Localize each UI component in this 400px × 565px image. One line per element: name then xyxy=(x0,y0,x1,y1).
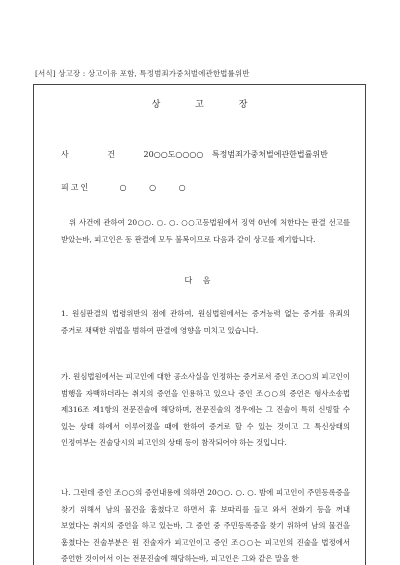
body-paragraph: 1. 원심판결의 법령위반의 점에 관하여, 원심법원에서는 증거능력 없는 증거를 유죄의 증거로 채택한 위법을 범하여 판결에 영향을 미치고 있습니다. xyxy=(61,309,350,335)
defendant-name: ○ ○ ○ xyxy=(119,183,196,192)
defendant-label: 피고인 xyxy=(61,183,91,192)
form-header-label: [서식] 상고장 : 상고이유 포함, 특정범죄가중처벌에관한법률위반 xyxy=(35,69,250,78)
case-row xyxy=(61,149,328,160)
case-label: 사 건 xyxy=(61,150,133,159)
case-number: 20○○도○○○○ xyxy=(143,150,204,159)
defendant-row xyxy=(61,182,196,193)
intro-paragraph: 위 사건에 관하여 20○○. ○. ○. ○○고등법원에서 징역 0년에 처한다는 판결 선고를 받았는바, 피고인은 동 판결에 모두 불복이므로 다음과 같이 상고를 제기합니다. xyxy=(61,218,350,244)
body-paragraph: 나. 그런데 증인 조○○의 증언내용에 의하면 20○○. ○. ○. 밤에 피고인이 주민등록증을 찾기 위해서 남의 물건을 훔쳤다고 하면서 휴 보따리를 들고 와서 전화기 등을 꺼내 보였다는 취지의 증언을 하고 있는바, 그 증언 중 주민등록증을 찾기 위하여 남의 물건을 훔쳤다는 진술부분은 원 진술자가 피고인이고 증인 조○○는 피고인의 진술을 법정에서 증언한 것이어서 이는 전문진술에 해당하는바, 피고인은 그와 같은 말을 한 xyxy=(61,488,350,563)
case-name: 특정범죄가중처벌에관한법률위반 xyxy=(211,150,328,159)
document-frame xyxy=(33,84,366,565)
document-title: 상 고 장 xyxy=(151,100,264,110)
section-heading: 다 음 xyxy=(184,276,215,285)
body-paragraph: 가. 원심법원에서는 피고인에 대한 공소사실을 인정하는 증거로서 증인 조○○의 피고인이 범행을 자백하더라는 취지의 증언을 인용하고 있으나 증인 조○○의 증언은 형사소송법 제316조 제1항의 전문진술에 해당하며, 전문진술의 경우에는 그 진술이 특히 신빙할 수 있는 상태 하에서 이루어졌을 때에 한하여 증거로 할 수 있는 것이고 그 특신상태의 인정여부는 진술당시의 피고인의 상태 등이 참작되어야 하는 것입니다. xyxy=(61,372,350,447)
